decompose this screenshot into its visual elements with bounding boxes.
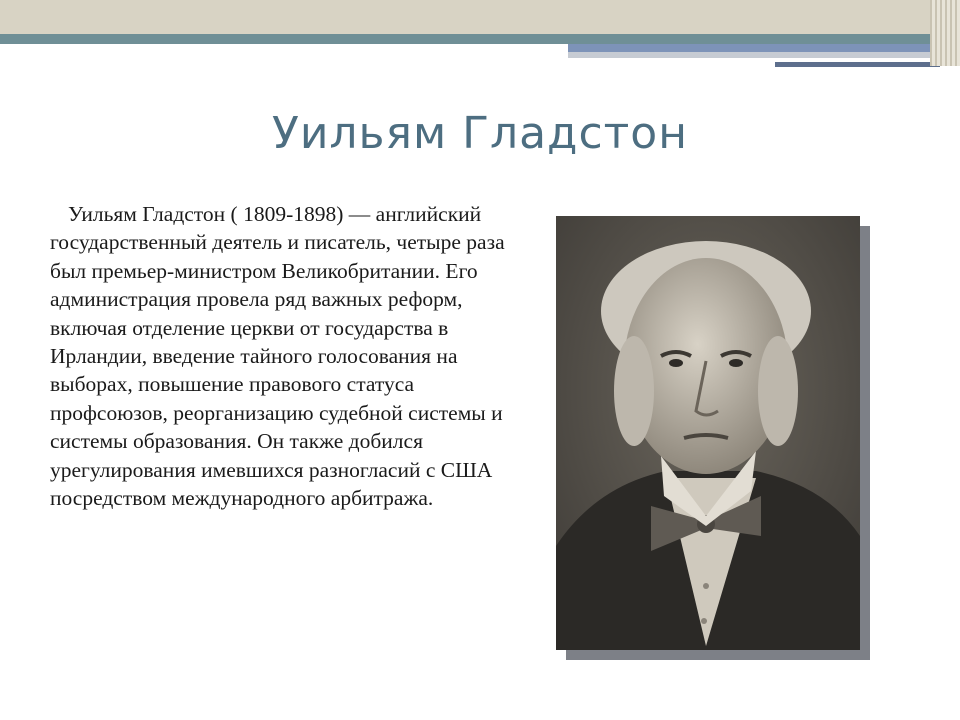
header-corner-decor <box>930 0 960 66</box>
header-accent-dark <box>775 62 940 67</box>
header-band-beige <box>0 0 960 36</box>
header-band-teal <box>0 34 960 44</box>
header-accent-blue <box>568 44 960 52</box>
portrait-photo <box>556 216 860 650</box>
body-paragraph: Уильям Гладстон ( 1809-1898) — английский государственный деятель и писатель, четыре раза был премьер-министром Великобритании. Его администрация провела ряд важных реформ, включая отделение церкви от государства в Ирландии, введение тайного голосования на выборах, повышение правового статуса профсоюзов, реорганизацию судебной системы и системы образования. Он также добился урегулирования имевшихся разногласий с США посредством международного арбитража. <box>50 202 505 511</box>
slide-title: Уильям Гладстон <box>272 108 688 159</box>
header-accent-light <box>568 52 960 58</box>
